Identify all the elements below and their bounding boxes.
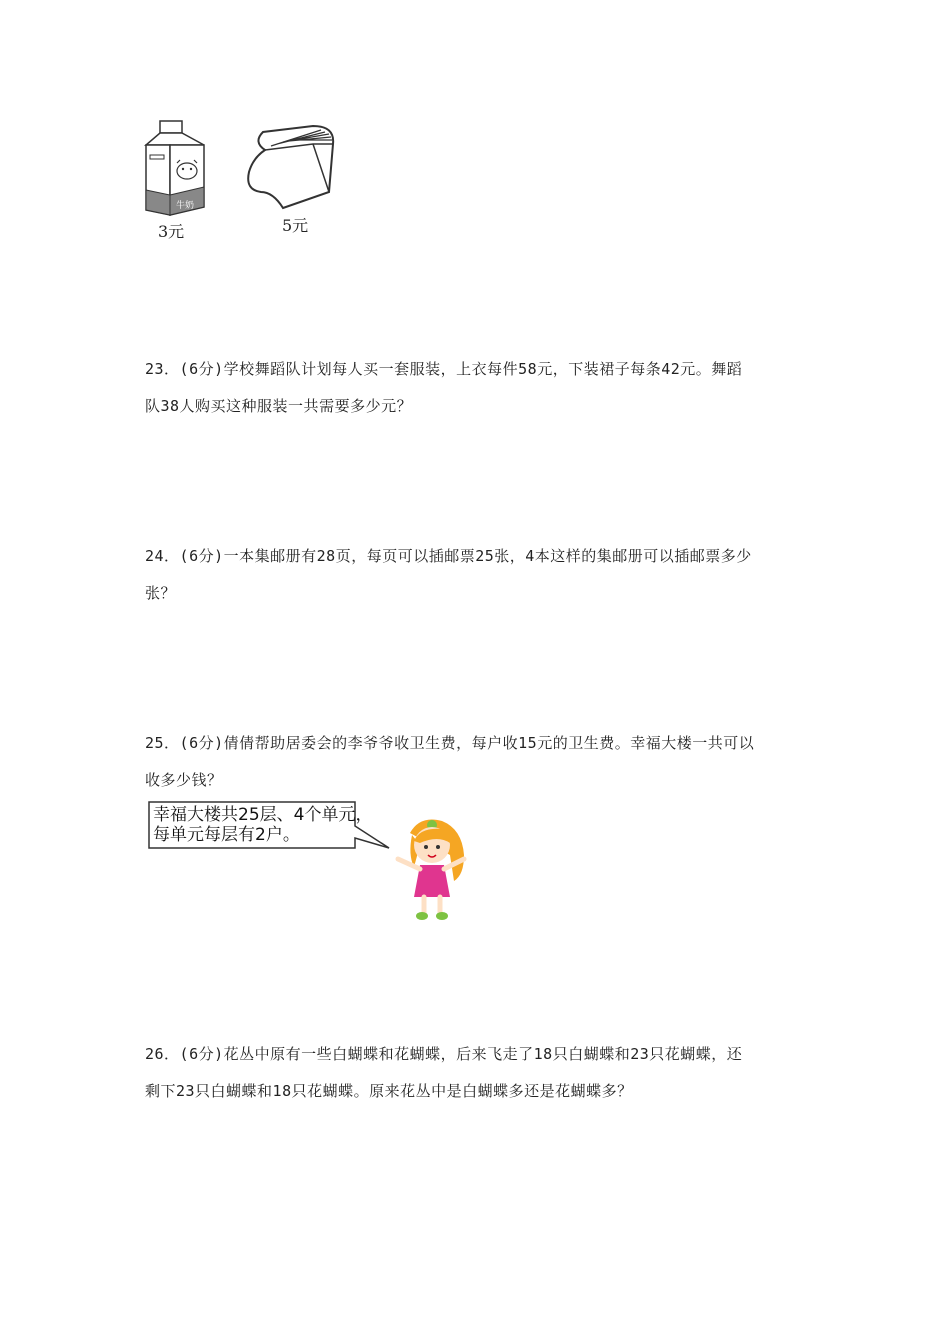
question-26-line2: 剩下23只白蝴蝶和18只花蝴蝶。原来花丛中是白蝴蝶多还是花蝴蝶多？ xyxy=(145,1082,633,1100)
milk-box-label: 牛奶 xyxy=(176,201,195,211)
question-23-line2: 队38人购买这种服装一共需要多少元？ xyxy=(145,397,413,415)
bread-price: 5元 xyxy=(282,216,309,235)
speech-bubble-line2: 每单元每层有2户。 xyxy=(153,825,300,845)
question-26-line1: 26．(6分)花丛中原有一些白蝴蝶和花蝴蝶，后来飞走了18只白蝴蝶和23只花蝴蝶，还 xyxy=(145,1045,743,1063)
question-24-line2: 张？ xyxy=(145,584,177,602)
girl-illustration xyxy=(390,815,470,925)
question-26 xyxy=(145,1036,815,1110)
question-23 xyxy=(145,351,815,425)
milk-price: 3元 xyxy=(158,222,185,241)
question-24-line1: 24．(6分)一本集邮册有28页，每页可以插邮票25张，4本这样的集邮册可以插邮票多少 xyxy=(145,547,752,565)
question-25-line2: 收多少钱？ xyxy=(145,771,223,789)
speech-bubble-line1: 幸福大楼共25层、4个单元， xyxy=(153,805,373,825)
speech-bubble-text xyxy=(153,805,372,845)
question-25-line1: 25．(6分)倩倩帮助居委会的李爷爷收卫生费，每户收15元的卫生费。幸福大楼一共可以 xyxy=(145,734,755,752)
bread-illustration xyxy=(243,122,338,214)
question-25 xyxy=(145,725,815,799)
question-24 xyxy=(145,538,815,612)
question-23-line1: 23．(6分)学校舞蹈队计划每人买一套服装，上衣每件58元，下装裙子每条42元。舞蹈 xyxy=(145,360,743,378)
